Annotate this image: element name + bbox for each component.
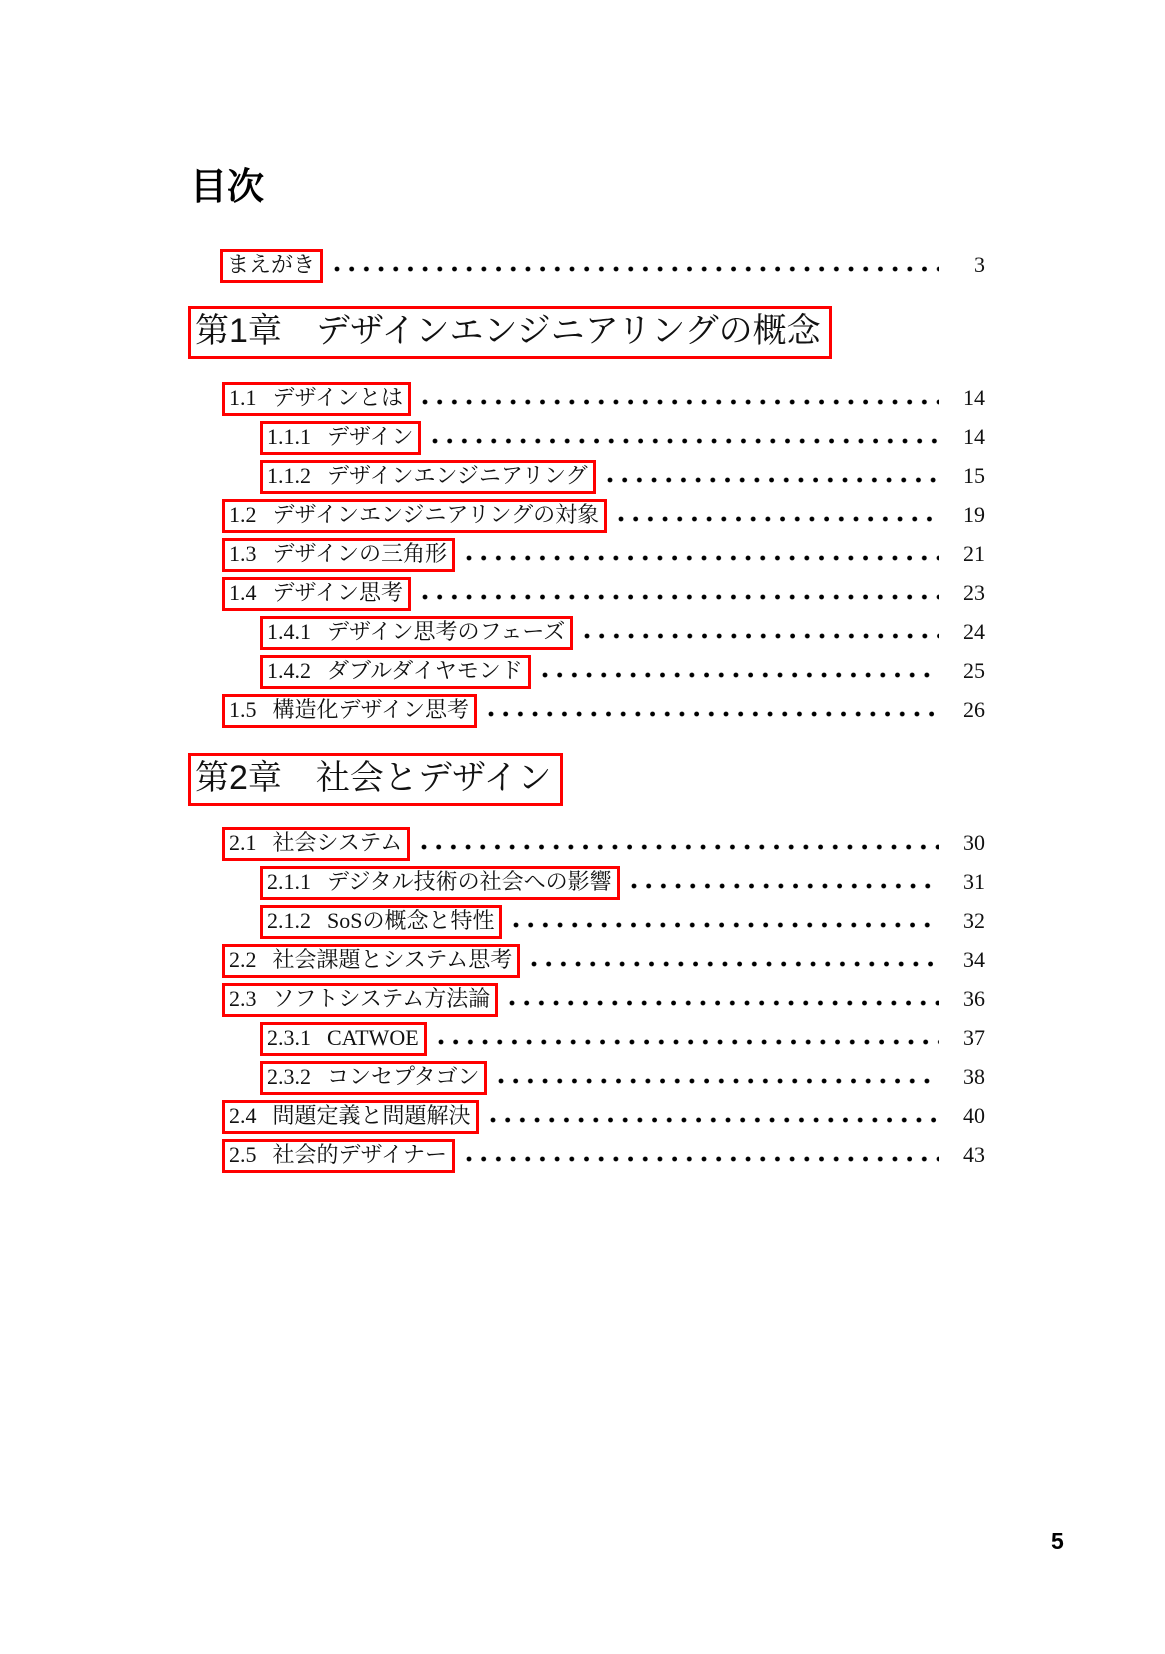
entry-label: デザインの三角形 [272,541,447,567]
entry-number: 2.2 [229,947,257,972]
toc-entry-link[interactable] [260,655,531,689]
entry-label: 社会システム [272,830,403,856]
toc-entry-link[interactable] [222,694,477,728]
entry-number: 1.2 [229,502,257,528]
entry-label: ダブルダイヤモンド [327,658,523,684]
entry-number: 2.5 [229,1141,257,1167]
toc-entry-link[interactable] [260,1061,487,1095]
entry-page-number: 3 [974,252,985,278]
entry-label: ソフトシステム方法論 [272,985,491,1011]
entry-page-number: 25 [963,658,985,684]
entry-page-number: 40 [963,1102,985,1128]
toc-entry-link[interactable] [222,983,498,1017]
entry-label: デザインとは [272,385,403,411]
entry-label: コンセプタゴン [327,1063,480,1089]
entry-number: 2.3.2 [267,1063,311,1089]
entry-page-number: 24 [963,619,985,645]
entry-number: 1.4.2 [267,658,311,684]
entry-label: デザインエンジニアリングの対象 [272,502,600,528]
dot-leader [466,555,939,561]
page-title: 目次 [190,166,264,207]
chapter-1-heading-link[interactable] [188,306,832,359]
entry-number: 2.1.1 [267,869,311,895]
entry-page-number: 34 [963,947,985,972]
toc-entry-link[interactable] [260,1022,427,1056]
dot-leader [466,1156,939,1162]
toc-row [188,866,985,900]
dot-leader [490,1117,939,1123]
entry-number: 2.1 [229,830,257,856]
frontmatter-link[interactable] [220,249,323,283]
toc-entry-link[interactable] [222,944,520,978]
entry-page-number: 14 [963,385,985,411]
dot-leader [438,1039,939,1045]
entry-label: 社会的デザイナー [272,1141,447,1167]
dot-leader [421,844,939,850]
toc-row [188,538,985,572]
entry-number: 2.4 [229,1102,257,1128]
toc-row [188,1061,985,1095]
dot-leader [422,594,939,600]
toc-row [188,655,985,689]
toc-entry-link[interactable] [222,538,455,572]
dot-leader [498,1078,939,1084]
entry-page-number: 36 [963,985,985,1011]
toc-row [188,1139,985,1173]
toc-row [188,827,985,861]
toc-row [188,694,985,728]
entry-number: 2.3 [229,985,257,1011]
entry-label: 社会課題とシステム思考 [272,947,513,972]
entry-number: 1.1 [229,385,257,411]
entry-label: 構造化デザイン思考 [272,697,469,723]
dot-leader [432,438,939,444]
entry-page-number: 30 [963,830,985,856]
toc-row [188,499,985,533]
entry-number: 1.1.2 [267,463,311,489]
toc-row [188,1022,985,1056]
entry-label: CATWOE [327,1024,419,1050]
toc-row [188,944,985,978]
entry-page-number: 32 [963,908,985,934]
dot-leader [488,711,939,717]
entry-page-number: 31 [963,869,985,895]
dot-leader [334,266,939,272]
toc-entry-link[interactable] [222,499,607,533]
entry-number: 2.1.2 [267,908,311,934]
chapter-number: 第1章 [195,312,282,351]
entry-label: 問題定義と問題解決 [272,1102,471,1128]
entry-page-number: 38 [963,1063,985,1089]
toc-entry-link[interactable] [260,905,502,939]
entry-label: デジタル技術の社会への影響 [327,869,612,895]
chapter-1-heading [188,306,985,359]
toc-row [188,983,985,1017]
entry-page-number: 19 [963,502,985,528]
entry-number: 1.3 [229,541,257,567]
toc-row [188,905,985,939]
entry-page-number: 15 [963,463,985,489]
toc-row [188,1100,985,1134]
dot-leader [513,922,939,928]
entry-number: 2.3.1 [267,1024,311,1050]
dot-leader [542,672,939,678]
dot-leader [531,961,939,967]
entry-label: デザイン思考 [272,580,403,606]
toc-row [188,382,985,416]
entry-page-number: 21 [963,541,985,567]
toc-content [188,165,985,1173]
toc-row [188,460,985,494]
toc-row [188,421,985,455]
frontmatter-label: まえがき [227,252,316,278]
toc-row [188,577,985,611]
chapter-number: 第2章 [195,759,282,798]
entry-page-number: 23 [963,580,985,606]
dot-leader [631,883,939,889]
dot-leader [584,633,939,639]
entry-label: デザイン思考のフェーズ [327,619,566,645]
entry-page-number: 14 [963,424,985,450]
chapter-title: 社会とデザイン [315,759,552,798]
chapter-2-heading [188,753,985,806]
toc-entry-link[interactable] [222,1139,455,1173]
entry-number: 1.1.1 [267,424,311,450]
toc-row [188,616,985,650]
toc-entry-link[interactable] [222,1100,479,1134]
toc-entry-link[interactable] [260,616,573,650]
chapter-title: デザインエンジニアリングの概念 [315,312,821,351]
dot-leader [618,516,939,522]
entry-label: SoSの概念と特性 [327,908,495,934]
toc-entry-link[interactable] [260,460,596,494]
chapter-2-heading-link[interactable] [188,753,563,806]
toc-entry-link[interactable] [222,577,411,611]
entry-page-number: 43 [963,1141,985,1167]
entry-number: 1.4 [229,580,257,606]
entry-label: デザインエンジニアリング [327,463,588,489]
toc-entry-link[interactable] [260,421,421,455]
toc-entry-link[interactable] [260,866,620,900]
dot-leader [607,477,939,483]
entry-label: デザイン [327,424,414,450]
entry-number: 1.5 [229,697,257,723]
entry-page-number: 37 [963,1024,985,1050]
entry-page-number: 26 [963,697,985,723]
entry-number: 1.4.1 [267,619,311,645]
dot-leader [422,399,939,405]
toc-entry-link[interactable] [222,827,410,861]
dot-leader [509,1000,939,1006]
toc-entry-link[interactable] [222,382,411,416]
toc-row-frontmatter [188,249,985,283]
folio-page-number: 5 [1051,1528,1064,1554]
